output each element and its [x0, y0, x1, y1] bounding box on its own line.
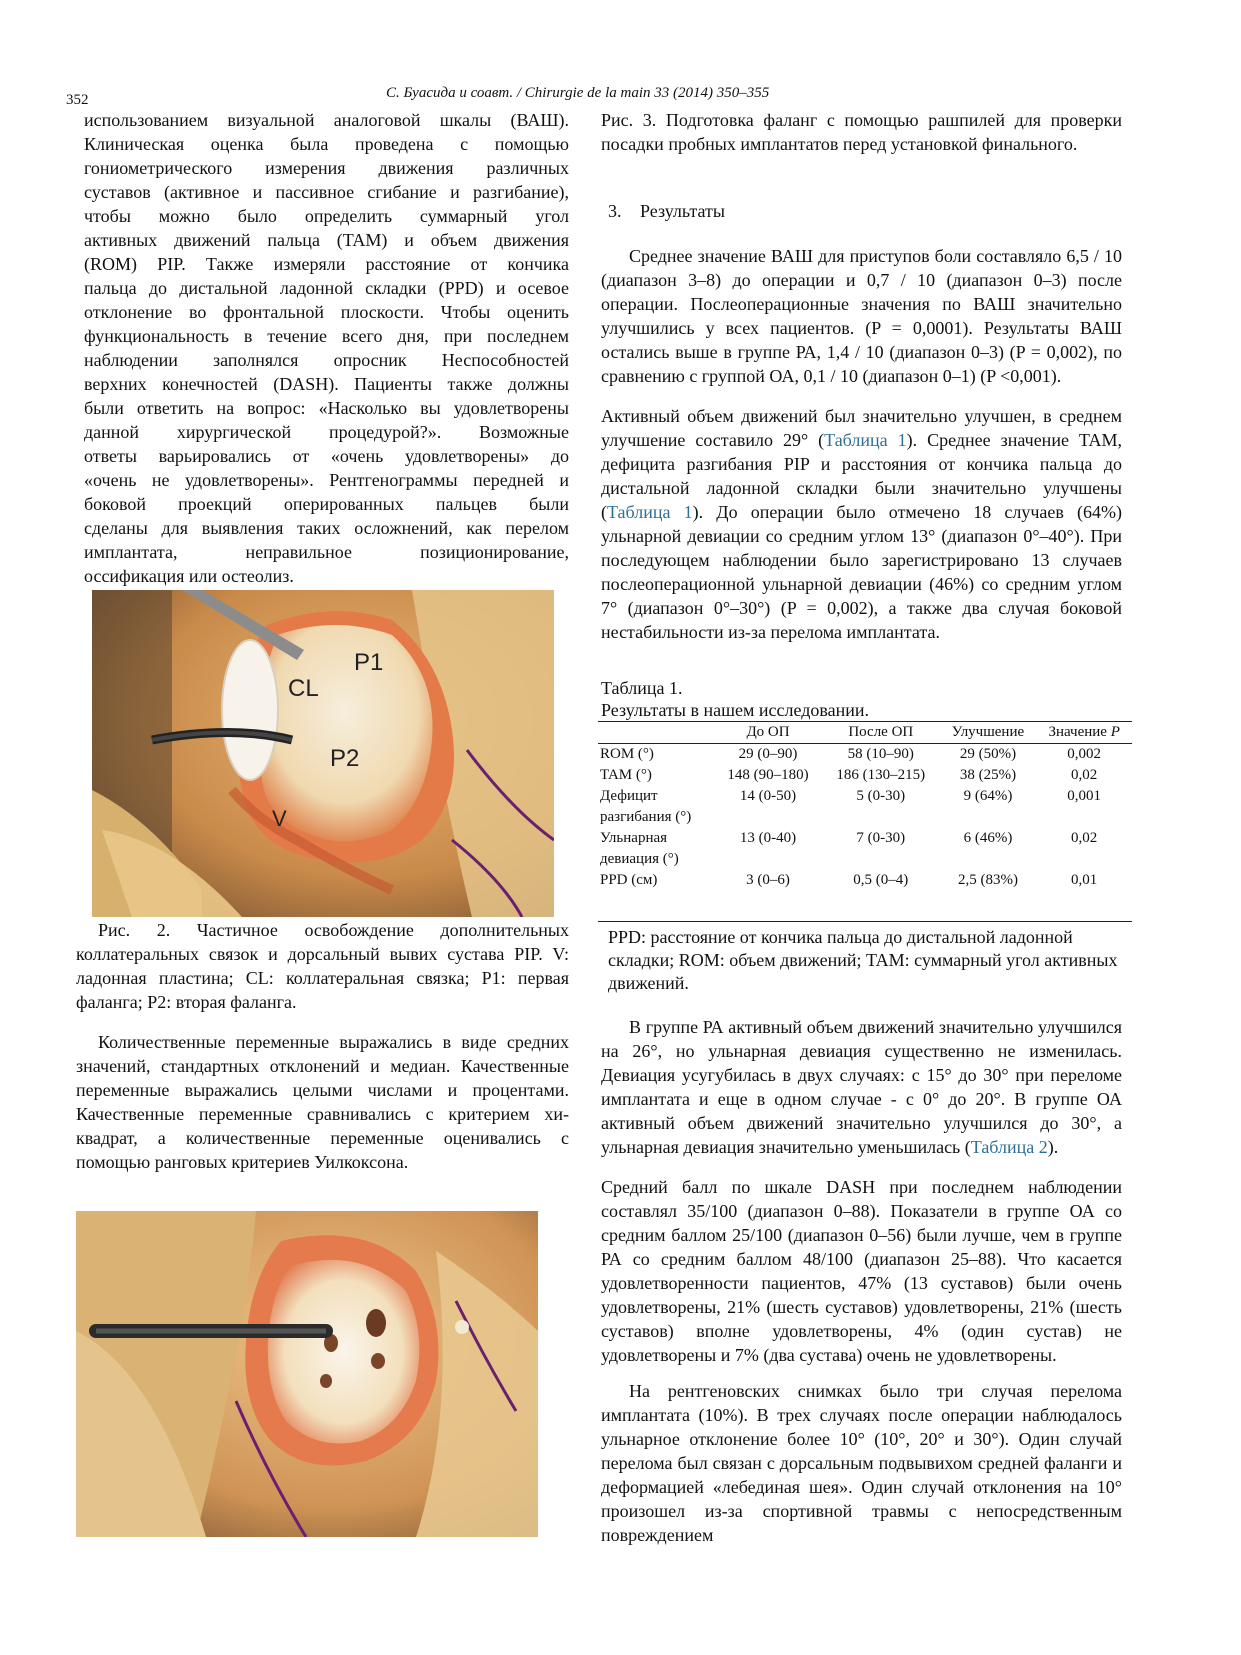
results-table-wrap — [598, 722, 1132, 891]
table-cell: 2,5 (83%) — [957, 872, 1018, 888]
table-cell: 9 (64%) — [963, 788, 1013, 804]
table-cell: 29 (0–90) — [738, 746, 798, 762]
right-paragraph-1: Среднее значение ВАШ для приступов боли составляло 6,5 / 10 (диапазон 3–8) до операции и 0,7 / 10 (диапазон 0–3) после операции. Послеоперационные значения по ВАШ значительно улучшились у всех пациентов. (P = 0,0001). Результаты ВАШ остались выше в группе РА, 1,4 / 10 (диапазон 0–3) (P = 0,002), по сравнению с группой ОА, 0,1 / 10 (диапазон 0–1) (P <0,001). — [601, 246, 1122, 386]
figure-3-illustration — [76, 1211, 538, 1537]
table-footnote: PPD: расстояние от кончика пальца до дистальной ладонной складки; ROM: объем движений; TAM: суммарный угол активных движений. — [608, 927, 1118, 993]
fig2-label-cl: CL — [288, 675, 319, 702]
table-row — [598, 786, 1132, 828]
figure-2-photo — [92, 590, 554, 917]
table-header-cell: Улучшение — [940, 722, 1037, 744]
fig2-label-v: V — [272, 806, 287, 831]
left-line: использованием визуальной аналоговой шкалы (ВАШ). — [84, 110, 569, 130]
right-paragraph-4: Средний балл по шкале DASH при последнем наблюдении составлял 35/100 (диапазон 0–88). Показатели в группе ОА со средним баллом 25/100 (диапазон 0–56) были лучше, чем в группе РА со средним баллом 48/100 (диапазон 25–88). Что касается удовлетворенности пациентов, 47% (13 суставов) были очень удовлетворены, 21% (шесть суставов) удовлетворены, 21% (шесть суставов) вполне удовлетворены, 4% (один сустав) не удовлетворены и 7% (два сустава) очень не удовлетворены. — [601, 1177, 1122, 1365]
left-line: наблюдении заполнялся опросник Неспособностей — [84, 350, 569, 370]
left-line: суставов (активное и пассивное сгибание и разгибание), — [84, 182, 569, 202]
left-line: Клиническая оценка была проведена с помощью — [84, 134, 569, 154]
section-heading — [608, 199, 725, 223]
header-p-italic: P — [1110, 724, 1120, 740]
para3-text-a: В группе РА активный объем движений значительно улучшился на 26°, но ульнарная девиация существенно не изменилась. Девиация усугубилась в двух случаях: с 15° до 30° при переломе имплантата и еще в одном случае - с 0° до 20°. В группе ОА активный объем движений значительно улучшился до 30°, а ульнарная девиация значительно уменьшилась ( — [601, 1017, 1122, 1157]
table-2-link[interactable]: Таблица 2 — [970, 1137, 1048, 1157]
table-cell: 0,02 — [1071, 830, 1098, 846]
table-header-row — [598, 722, 1132, 744]
table-cell: 14 (0-50) — [739, 788, 797, 804]
table-row-label: TAM (°) — [600, 767, 652, 783]
table-cell: 6 (46%) — [963, 830, 1013, 846]
table-1-link-2[interactable]: Таблица 1 — [607, 502, 693, 522]
table-bottom-rule — [598, 921, 1132, 922]
table-header-cell-p — [1036, 722, 1132, 744]
table-header-cell: До ОП — [714, 722, 822, 744]
figure-2-caption: Рис. 2. Частичное освобождение дополнительных коллатеральных связок и дорсальный вывих сустава PIP. V: ладонная пластина; CL: коллатеральная связка; P1: первая фаланга; P2: вторая фаланга. — [76, 920, 569, 1012]
table-cell: 29 (50%) — [959, 746, 1017, 762]
left-line: были ответить на вопрос: «Насколько вы удовлетворены — [84, 398, 569, 418]
results-table — [598, 722, 1132, 891]
table-row-label: ROM (°) — [600, 746, 654, 762]
table-row — [598, 828, 1132, 870]
section-number: 3. — [608, 201, 622, 221]
table-subtitle: Результаты в нашем исследовании. — [601, 700, 870, 720]
running-title: С. Буасида и соавт. / Chirurgie de la main 33 (2014) 350–355 — [386, 85, 770, 101]
left-line: (ROM) PIP. Также измеряли расстояние от кончика — [84, 254, 569, 274]
left-line: «очень не удовлетворены». Рентгенограммы передней и — [84, 470, 569, 490]
para3-text-b: ). — [1047, 1137, 1059, 1157]
left-line: функциональность в течение всего дня, при последнем — [84, 326, 569, 346]
para2-text-b: ). Среднее значение TAM, дефицита разгибания PIP и расстояния от кончика пальца до дистальной ладонной складки были значительно улучшены ( — [601, 430, 1122, 522]
right-paragraph-3 — [601, 1015, 1122, 1159]
table-cell: 148 (90–180) — [727, 767, 809, 783]
page-number: 352 — [66, 92, 89, 108]
left-paragraph-lines — [84, 108, 569, 564]
table-header-cell — [598, 722, 714, 744]
table-row-label: Дефицит разгибания (°) — [600, 788, 692, 825]
table-cell: 38 (25%) — [959, 767, 1017, 783]
table-cell: 0,5 (0–4) — [853, 872, 909, 888]
figure-3-caption: Рис. 3. Подготовка фаланг с помощью рашпилей для проверки посадки пробных имплантатов перед установкой финального. — [601, 110, 1122, 154]
table-header-cell: После ОП — [822, 722, 940, 744]
header-p-text: Значение — [1048, 724, 1111, 740]
left-line: данной хирургической процедурой?». Возможные — [84, 422, 569, 442]
table-row-label: Ульнарная девиация (°) — [600, 830, 679, 867]
fig2-label-p2: P2 — [330, 745, 360, 772]
fig2-label-p1: P1 — [354, 649, 384, 676]
left-line: активных движений пальца (TAM) и объем движения — [84, 230, 569, 250]
table-row — [598, 870, 1132, 891]
left-paragraph-last-line: оссификация или остеолиз. — [84, 566, 294, 586]
table-cell: 186 (130–215) — [836, 767, 926, 783]
table-cell: 5 (0-30) — [856, 788, 906, 804]
table-1-link[interactable]: Таблица 1 — [824, 430, 907, 450]
right-paragraph-2 — [601, 404, 1122, 644]
table-row-label: PPD (см) — [600, 872, 658, 888]
table-cell: 0,002 — [1067, 746, 1102, 762]
left-line: боковой проекций оперированных пальцев были — [84, 494, 569, 514]
table-cell: 0,001 — [1067, 788, 1102, 804]
left-line: гониометрического измерения движения различных — [84, 158, 569, 178]
left-paragraph-1 — [84, 108, 569, 588]
figure-3-photo — [76, 1211, 538, 1537]
para2-text-a: Активный объем движений был значительно улучшен, в среднем улучшение составило 29° ( — [601, 406, 1122, 450]
right-paragraph-5: На рентгеновских снимках было три случая перелома имплантата (10%). В трех случаях после операции наблюдалось ульнарное отклонение более 10° (10°, 20° и 30°). Один случай перелома был связан с дорсальным подвывихом средней фаланги и деформацией «лебединая шея». Один случай отклонения на 10° произошел из-за спортивной травмы с непосредственным повреждением — [601, 1381, 1122, 1545]
table-row — [598, 744, 1132, 766]
section-title: Результаты — [640, 201, 725, 221]
table-row — [598, 765, 1132, 786]
para2-text-c: ). До операции было отмечено 18 случаев (64%) ульнарной девиации со средним углом 13° (диапазон 0°–40°). При последующем наблюдении было зарегистрировано 13 случаев послеоперационной ульнарной девиации (46%) со средним углом 7° (диапазон 0°–30°) (P = 0,002), а также два случая боковой нестабильности из-за перелома имплантата. — [601, 502, 1122, 642]
left-line: сделаны для выявления таких осложнений, как перелом — [84, 518, 569, 538]
table-cell: 13 (0-40) — [739, 830, 797, 846]
table-body — [598, 744, 1132, 892]
table-cell: 0,02 — [1071, 767, 1098, 783]
left-paragraph-2: Количественные переменные выражались в виде средних значений, стандартных отклонений и медиан. Качественные переменные выражались целыми числами и процентами. Качественные переменные сравнивались с критерием хи-квадрат, а количественные переменные оценивались с помощью ранговых критериев Уилкоксона. — [76, 1032, 569, 1172]
left-line: чтобы можно было определить суммарный угол — [84, 206, 569, 226]
left-line: ответы варьировались от «очень удовлетворены» до — [84, 446, 569, 466]
left-line: отклонение во фронтальной плоскости. Чтобы оценить — [84, 302, 569, 322]
left-line: верхних конечностей (DASH). Пациенты также должны — [84, 374, 569, 394]
table-cell: 3 (0–6) — [746, 872, 790, 888]
left-line: пальца до дистальной ладонной складки (PPD) и осевое — [84, 278, 569, 298]
table-cell: 58 (10–90) — [847, 746, 914, 762]
table-title: Таблица 1. — [601, 678, 683, 698]
figure-2-illustration — [92, 590, 554, 917]
table-cell: 0,01 — [1071, 872, 1098, 888]
table-cell: 7 (0-30) — [856, 830, 906, 846]
left-line: имплантата, неправильное позиционирование, — [84, 542, 569, 562]
